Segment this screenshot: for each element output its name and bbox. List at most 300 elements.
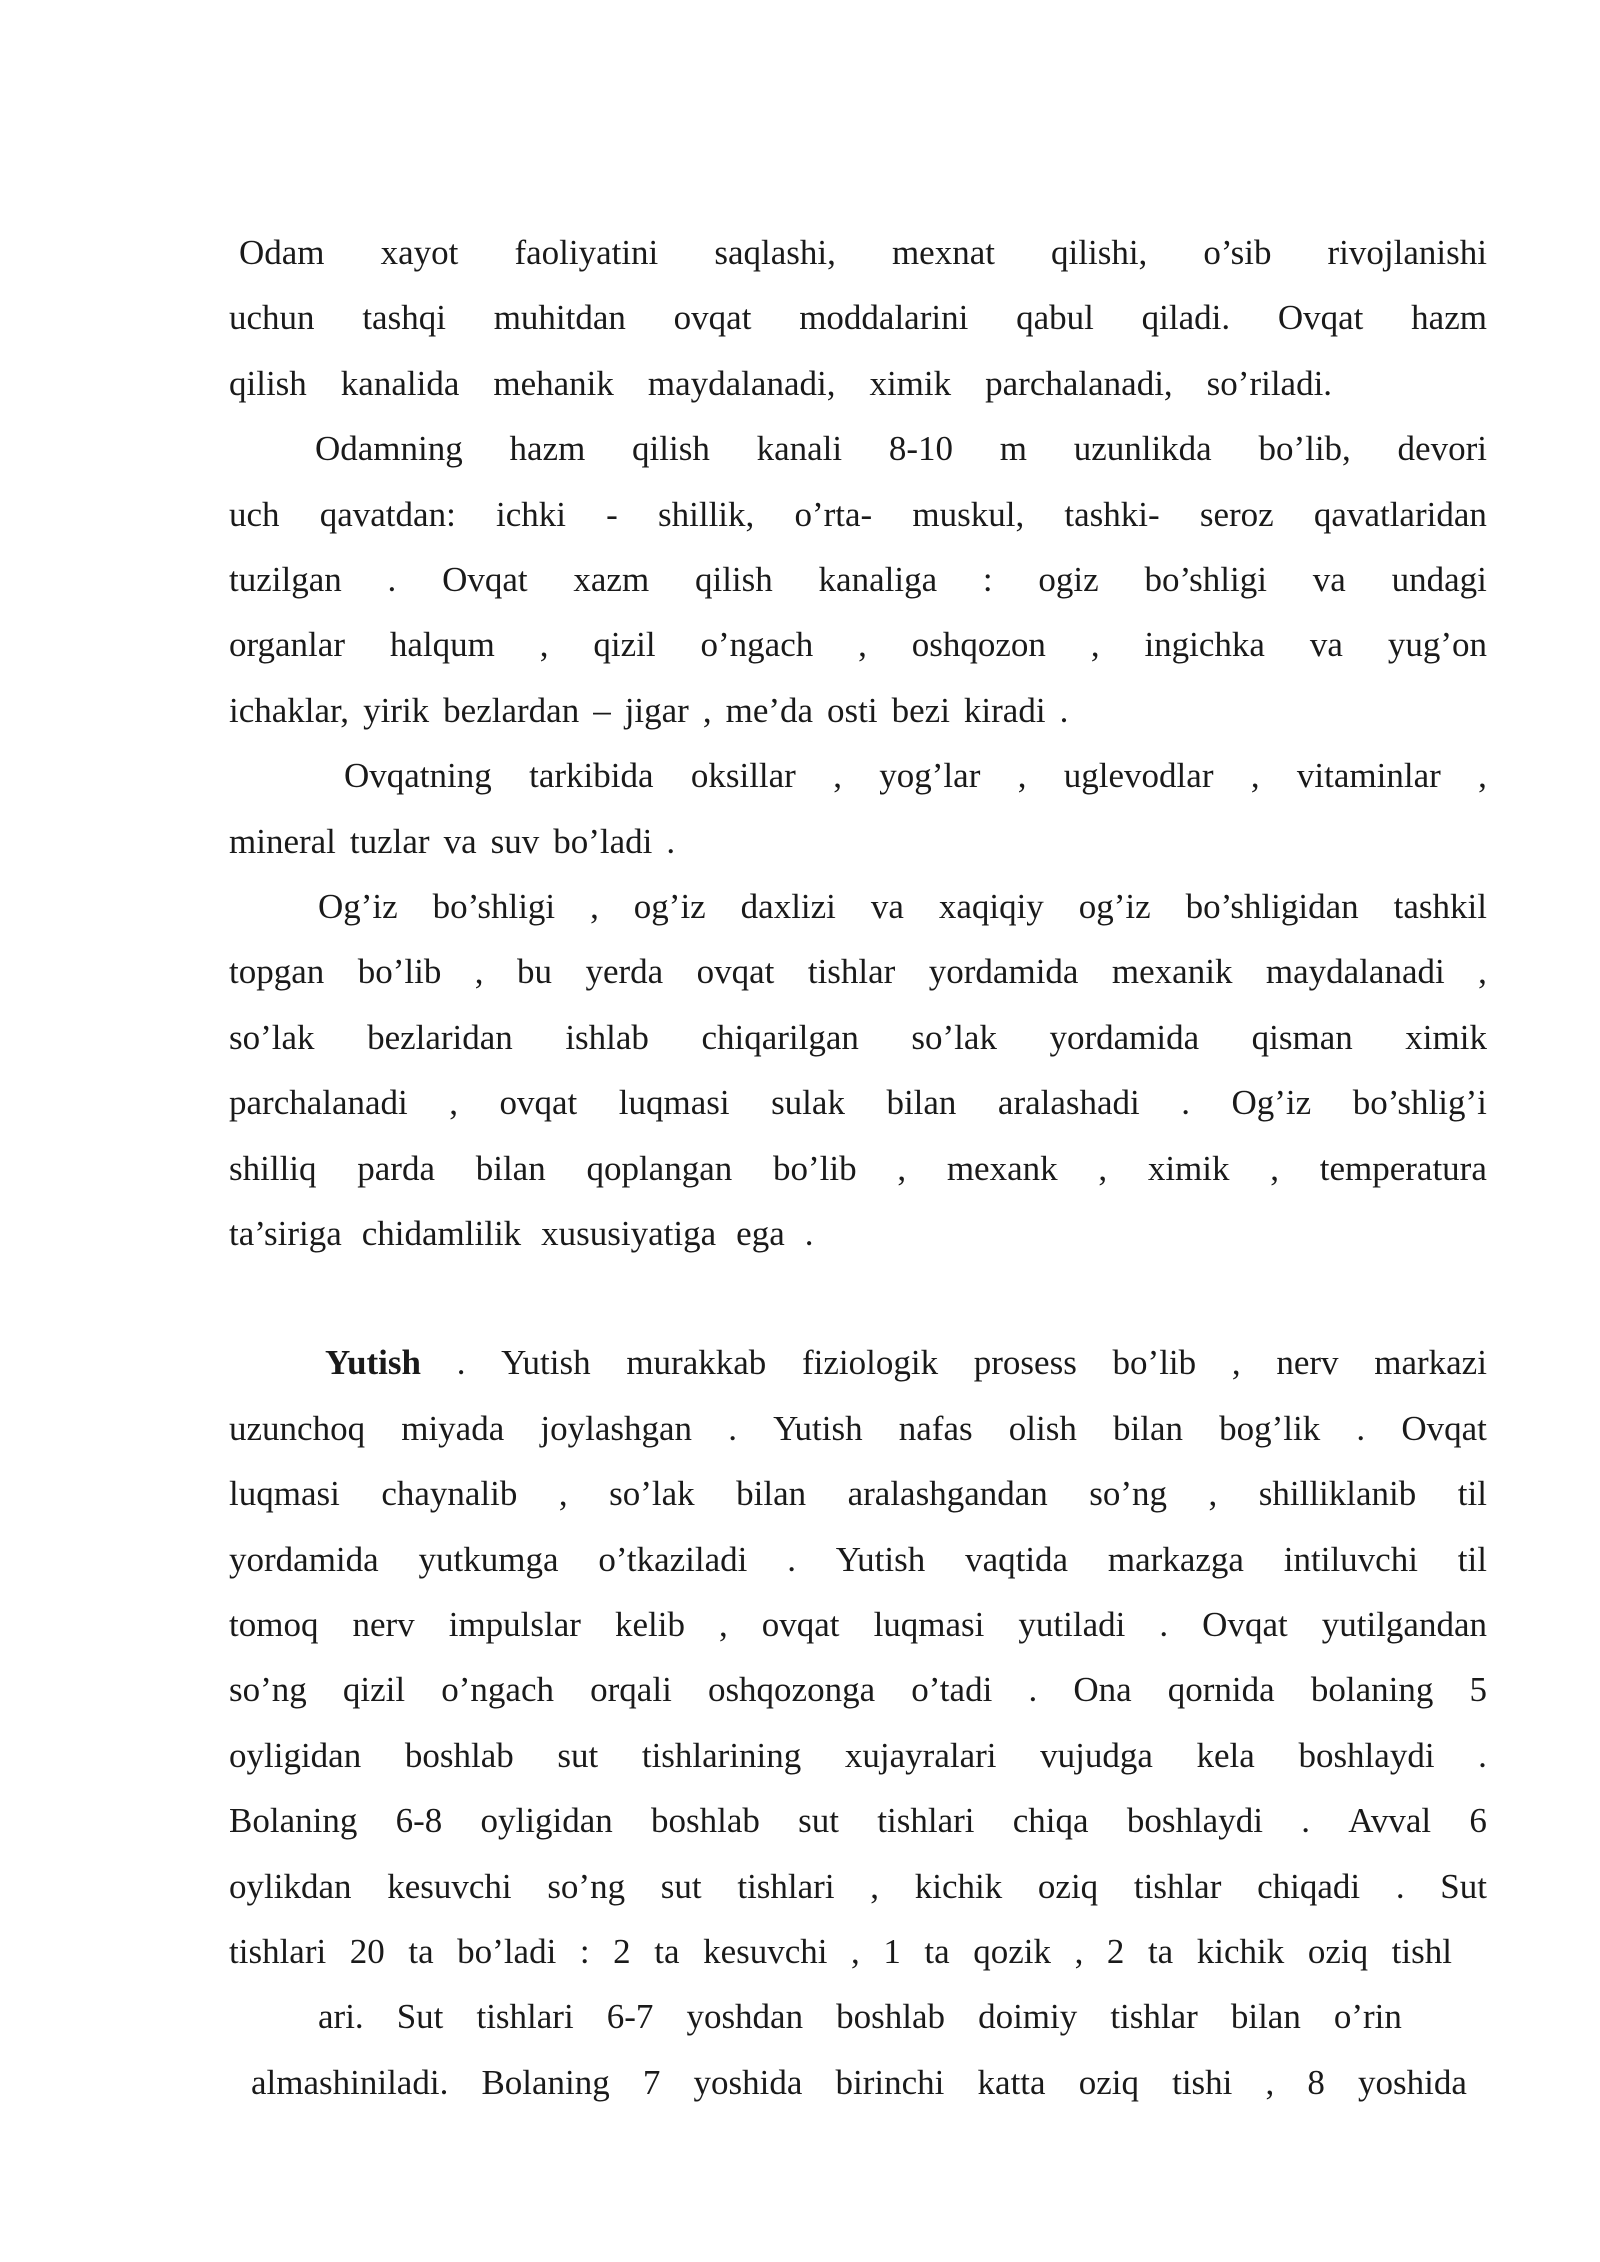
word: qabul [1016,298,1094,338]
word: ta’siriga [229,1214,342,1253]
word: xaqiqiy [938,887,1044,926]
word: o’sib [1203,233,1272,272]
word: tishlari [476,1997,574,2037]
word: . [1395,1866,1405,1906]
word: maydalanadi [1265,952,1445,992]
text-line [229,1474,1487,1514]
word: , [539,625,549,665]
word: oksillar [690,756,796,796]
word: 8 [1307,2062,1325,2102]
word: boshlab [836,1997,946,2037]
word: ovqat [761,1605,840,1644]
word: ovqat [696,952,775,992]
word: . [804,1214,814,1253]
word: xujayralari [844,1735,997,1775]
word: muhitdan [493,298,626,338]
word: organlar [229,625,345,665]
word: , [833,756,842,796]
word: mexanik [1111,952,1233,992]
word: m [999,429,1027,469]
word: ichaklar, [229,690,350,730]
word: so’ng [1089,1474,1168,1514]
word: . [728,1408,737,1448]
word: , [449,1083,459,1123]
word: Yutish [773,1408,863,1448]
word: katta [977,2062,1046,2102]
word: chaynalib [381,1474,518,1514]
word: bilan [736,1474,807,1514]
word: bilan [1230,1997,1301,2037]
word: so’ng [547,1866,626,1906]
word: , [1208,1474,1218,1514]
word: yoshdan [686,1997,804,2037]
word: vaqtida [965,1539,1069,1579]
text-line [229,298,1487,338]
word: ta [924,1932,950,1971]
word: bezlaridan [367,1017,513,1057]
word: oshqozonga [707,1670,876,1710]
word: boshlaydi [1298,1735,1435,1775]
word: uzunlikda [1073,429,1212,469]
word: oziq [1037,1866,1099,1906]
word: devori [1397,429,1487,469]
word: o’tadi [911,1670,993,1710]
word: o’ngach [441,1670,555,1710]
word: 1 [883,1932,901,1971]
word: qozik [973,1932,1052,1971]
word: kiradi [963,690,1046,730]
word: yordamida [928,952,1079,992]
text-line [229,691,1487,731]
word: o’tkaziladi [598,1539,748,1579]
word: bu [516,952,552,992]
word: bo’shlig’i [1352,1083,1487,1123]
word: bo’shligi [1144,560,1267,599]
text-line [229,495,1487,535]
word: tashki- [1064,494,1160,534]
word: markazga [1107,1539,1244,1579]
word: , [897,1148,907,1188]
word: o’ngach [700,625,814,665]
word: so’lak [911,1017,997,1057]
word: , [590,887,599,926]
word: chiqadi [1257,1866,1361,1906]
word: . [387,560,397,599]
word: , [1478,952,1487,992]
word: qornida [1167,1670,1275,1710]
word: yutkumga [418,1539,559,1579]
text-line [229,1670,1487,1710]
text-line [229,1214,1487,1254]
word: , [474,952,484,992]
word: shillik, [658,494,755,534]
word: , [1098,1148,1108,1188]
word: : [982,560,993,599]
text-line [229,1540,1487,1580]
text-line [229,560,1487,600]
word: . [1181,1083,1191,1123]
word: halqum [389,625,495,665]
word: yog’lar [879,756,981,796]
word: og’iz [633,887,706,926]
word: kesuvchi [703,1932,828,1971]
word: boshlaydi [1126,1801,1263,1841]
word: bezlardan [443,690,580,730]
word: Avval [1348,1801,1432,1841]
text-line [318,887,1487,927]
word: qavatdan: [319,494,456,534]
text-line [229,1932,1452,1972]
word: qiladi. [1141,298,1231,338]
word: . [1059,690,1069,730]
word: bilan [1113,1408,1183,1448]
word: , [1478,756,1487,796]
word: ta [408,1932,434,1971]
word: kesuvchi [387,1866,512,1906]
word: joylashgan [540,1408,693,1448]
word: ovqat [673,298,752,338]
word: bilan [475,1148,546,1188]
word: vitaminlar [1296,756,1441,796]
word: moddalarini [799,298,969,338]
word: ximik [1147,1148,1230,1188]
word: og’iz [1078,887,1151,926]
word: ishlab [565,1017,649,1057]
word: 8-10 [888,429,953,469]
word: til [1457,1474,1487,1514]
word: osti [827,690,878,730]
word: tashkil [1393,887,1487,926]
word: – [593,690,611,730]
word: qilishi, [1051,233,1148,272]
text-line [229,625,1487,665]
word: sut [798,1801,840,1841]
word: yordamida [1049,1017,1200,1057]
text-line [251,2063,1467,2103]
word: almashiniladi. [251,2062,449,2102]
word: oshqozon [911,625,1046,665]
word: parchalanadi, [985,363,1173,403]
word: - [606,494,618,534]
word: bezi [891,690,950,730]
word: boshlab [404,1735,514,1775]
word: uch [229,494,280,534]
word: parda [357,1148,435,1188]
word: Og’iz [1231,1083,1312,1123]
word: impulslar [448,1605,581,1644]
word: me’da [725,690,814,730]
word: bo’lib [357,952,442,992]
word: , [870,1866,880,1906]
word: markazi [1374,1343,1487,1383]
text-line [229,1736,1487,1776]
word: shilliklanib [1258,1474,1417,1514]
word: Bolaning [229,1801,358,1841]
word: miyada [401,1408,505,1448]
word: qisman [1251,1017,1353,1057]
word: Sut [1440,1866,1487,1906]
word: Yutish [325,1343,421,1383]
word: 2 [1106,1932,1125,1971]
word: fiziologik [801,1343,939,1383]
word: prosess [973,1343,1077,1383]
word: yoshida [1358,2062,1467,2102]
word: uchun [229,298,315,338]
word: va [1312,560,1346,599]
word: Ovqat [1277,298,1364,338]
text-line [229,1867,1487,1907]
word: vujudga [1040,1735,1153,1775]
word: chidamlilik [361,1214,522,1253]
word: kanali [756,429,843,469]
text-line [315,429,1487,469]
word: qizil [342,1670,406,1710]
word: bo’lib, [1258,429,1351,469]
word: sut [660,1866,702,1906]
word: yoshida [693,2062,803,2102]
word: tishlari [737,1866,835,1906]
word: bo’ladi [553,821,653,861]
word: doimiy [978,1997,1078,2037]
word: orqali [590,1670,672,1710]
word: topgan [229,952,325,992]
word: bo’lib [772,1148,857,1188]
word: murakkab [626,1343,767,1383]
word: kelib [614,1605,685,1644]
word: xususiyatiga [541,1214,717,1253]
word: oyligidan [480,1801,613,1841]
word: Ovqat [1401,1408,1487,1448]
word: birinchi [835,2062,945,2102]
word: hazm [1411,298,1487,338]
text-line [239,233,1487,273]
word: va [870,887,904,926]
word: va [1309,625,1343,665]
word: mehanik [493,363,614,403]
word: seroz [1199,494,1274,534]
word: so’ng [229,1670,307,1710]
word: parchalanadi [229,1083,408,1123]
word: maydalanadi, [647,363,836,403]
word: yerda [585,952,664,992]
word: intiluvchi [1283,1539,1418,1579]
text-line [229,1801,1487,1841]
word: 20 [349,1932,385,1971]
word: oyligidan [229,1735,362,1775]
word: : [579,1932,590,1971]
word: Ovqat [1202,1605,1288,1644]
word: ta [654,1932,680,1971]
word: , [1231,1343,1241,1383]
word: kichik [1196,1932,1285,1971]
word: , [718,1605,728,1644]
word: nerv [352,1605,415,1644]
word: Odamning [315,429,463,469]
word: muskul, [912,494,1025,534]
word: bog’lik [1219,1408,1321,1448]
word: , [851,1932,860,1971]
word: . [1356,1408,1366,1448]
word: suv [490,821,540,861]
word: qavatlaridan [1313,494,1487,534]
word: 6-8 [395,1801,443,1841]
text-line [229,1083,1487,1123]
word: so’lak [229,1017,315,1057]
text-line [318,1997,1402,2037]
word: faoliyatini [514,233,659,272]
text-line [229,1409,1487,1449]
word: . [456,1343,466,1383]
word: mexank [946,1148,1058,1188]
word: kanalida [340,363,460,403]
word: tashqi [362,298,446,338]
text-line [344,756,1487,796]
word: Og’iz [318,887,398,926]
word: mexnat [891,233,995,272]
word: tishlar [1133,1866,1222,1906]
word: tishi [1172,2062,1233,2102]
word: , [558,1474,568,1514]
word: kichik [914,1866,1003,1906]
word: , [1074,1932,1084,1971]
word: chiqarilgan [701,1017,859,1057]
word: qilish [229,363,307,403]
word: til [1457,1539,1487,1579]
word: Ovqat [442,560,528,599]
word: oylikdan [229,1866,352,1906]
word: , [1250,756,1260,796]
word: jigar [624,690,689,730]
word: yutiladi [1018,1605,1126,1644]
word: tomoq [229,1605,319,1644]
word: qoplangan [586,1148,733,1188]
text-line [229,1018,1487,1058]
word: ximik [1405,1017,1487,1057]
word: kela [1196,1735,1255,1775]
word: rivojlanishi [1327,233,1487,272]
word: tarkibida [529,756,654,796]
word: Odam [239,233,325,272]
word: . [1478,1735,1487,1775]
word: . [1028,1670,1038,1710]
word: bolaning [1310,1670,1434,1710]
word: shilliq [229,1148,317,1188]
word: , [1265,2062,1275,2102]
word: chiqa [1012,1801,1089,1841]
word: va [443,821,477,861]
word: o’rin [1333,1997,1402,2037]
word: ogiz [1038,560,1099,599]
word: sut [557,1735,599,1775]
word: tishlari [877,1801,975,1841]
word: . [787,1539,796,1579]
word: kanaliga [818,560,938,599]
word: tishlar [1110,1997,1198,2037]
word: , [702,690,712,730]
word: ingichka [1144,625,1265,665]
word: oziq [1307,1932,1369,1971]
word: Ona [1073,1670,1132,1710]
word: daxlizi [740,887,836,926]
word: uzunchoq [229,1408,366,1448]
word: nafas [898,1408,973,1448]
word: . [1159,1605,1169,1644]
word: bo’ladi [457,1932,557,1971]
word: tuzilgan [229,560,342,599]
word: mineral [229,821,336,861]
word: bilan [886,1083,957,1123]
text-line [229,1605,1487,1645]
word: 7 [642,2062,661,2102]
word: qilish [694,560,773,599]
word: ega [736,1214,785,1253]
word: qilish [632,429,710,469]
word: so’lak [609,1474,695,1514]
word: sulak [771,1083,845,1123]
word: Yutish [835,1539,926,1579]
word: . [1301,1801,1310,1841]
word: undagi [1391,560,1487,599]
text-line [229,952,1487,992]
word: , [1270,1148,1279,1188]
word: tishl [1391,1932,1452,1971]
word: Ovqatning [344,756,492,796]
word: Bolaning [481,2062,610,2102]
word: qizil [593,625,656,665]
word: so’riladi. [1206,363,1333,403]
word: Yutish [501,1343,591,1383]
word: uglevodlar [1063,756,1214,796]
word: hazm [509,429,586,469]
word: bo’shligidan [1185,887,1359,926]
word: ta [1147,1932,1174,1971]
word: yug’on [1387,625,1487,665]
word: tishlarining [641,1735,802,1775]
word: olish [1008,1408,1077,1448]
word: Sut [396,1997,444,2037]
word: , [1090,625,1100,665]
text-line [229,822,1487,862]
word: aralashgandan [847,1474,1048,1514]
text-line [229,1149,1487,1189]
word: 2 [613,1932,631,1971]
text-line [325,1343,1487,1383]
word: tishlari [229,1932,327,1971]
word: tuzlar [349,821,430,861]
word: boshlab [651,1801,760,1841]
word: bo’shligi [432,887,556,926]
word: ximik [869,363,952,403]
word: 6-7 [606,1997,654,2037]
word: yutilgandan [1321,1605,1487,1644]
word: aralashadi [997,1083,1140,1123]
text-line [229,364,1487,404]
word: luqmasi [873,1605,985,1644]
word: nerv [1276,1343,1339,1383]
word: luqmasi [618,1083,730,1123]
word: yirik [363,690,430,730]
word: o’rta- [794,494,873,534]
word: . [666,821,676,861]
word: tishlar [807,952,896,992]
word: 5 [1469,1670,1487,1710]
word: oziq [1078,2062,1139,2102]
word: , [858,625,867,665]
word: ari. [318,1997,364,2037]
word: xayot [380,233,459,272]
word: yordamida [229,1539,379,1579]
word: , [1017,756,1027,796]
